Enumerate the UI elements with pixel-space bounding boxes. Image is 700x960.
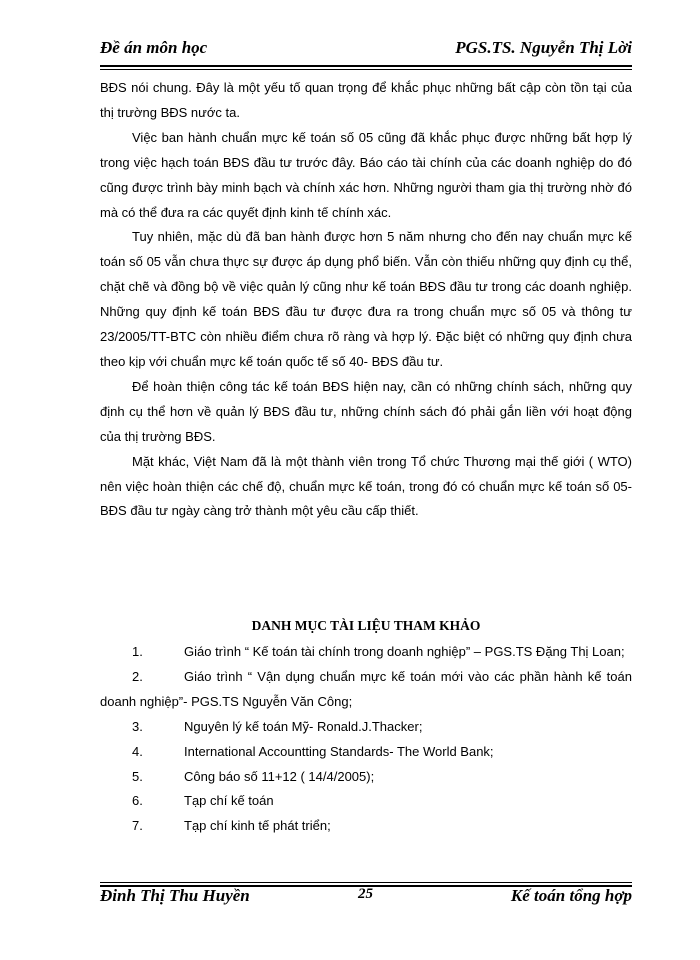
reference-item	[100, 740, 632, 765]
reference-number: 4.	[132, 743, 143, 759]
reference-text: Tạp chí kế toán	[184, 793, 274, 809]
reference-text: Tạp chí kinh tế phát triển;	[184, 818, 331, 834]
reference-number: 2.	[132, 668, 143, 684]
reference-item	[100, 765, 632, 790]
paragraph: Mặt khác, Việt Nam đã là một thành viên trong Tổ chức Thương mại thế giới ( WTO) nên việc hoàn thiện các chế độ, chuẩn mực kế toán, trong đó có chuẩn mực kế toán số 05- BĐS đầu tư ngày càng trở thành một yêu cầu cấp thiết.	[100, 453, 632, 519]
paragraph: Việc ban hành chuẩn mực kế toán số 05 cũng đã khắc phục được những bất hợp lý trong việc hạch toán BĐS đầu tư trước đây. Báo cáo tài chính của các doanh nghiệp do đó cũng được trình bày minh bạch và chính xác hơn. Những người tham gia thị trường nhờ đó mà có thể đưa ra các quyết định kinh tế chính xác.	[100, 129, 632, 220]
header-rule-thick	[100, 65, 632, 67]
reference-text: International Accountting Standards- The World Bank;	[184, 743, 494, 759]
paragraph: Tuy nhiên, mặc dù đã ban hành được hơn 5 năm nhưng cho đến nay chuẩn mực kế toán số 05 vẫn chưa thực sự được áp dụng phổ biến. Vẫn còn thiếu những quy định cụ thể, chặt chẽ và đồng bộ về việc quản lý cũng như kế toán BĐS đầu tư trong các doanh nghiệp. Những quy định kế toán BĐS đầu tư được đưa ra trong chuẩn mực số 05 và thông tư 23/2005/TT-BTC còn nhiều điểm chưa rõ ràng và hợp lý. Đặc biệt có những quy định chưa theo kịp với chuẩn mực kế toán quốc tế số 40- BĐS đầu tư.	[100, 229, 632, 369]
header-instructor: PGS.TS. Nguyễn Thị Lời	[455, 38, 632, 57]
header-course-title: Đề án môn học	[100, 38, 208, 57]
paragraph: BĐS nói chung. Đây là một yếu tố quan trọng để khắc phục những bất cập còn tồn tại của thị trường BĐS nước ta.	[100, 80, 632, 120]
page-number: 25	[358, 886, 373, 902]
reference-number: 3.	[132, 718, 143, 734]
reference-list	[100, 640, 632, 839]
references-title: DANH MỤC TÀI LIỆU THAM KHẢO	[251, 618, 481, 633]
body-text	[100, 76, 632, 524]
reference-text: Giáo trình “ Vận dụng chuẩn mực kế toán mới vào các phần hành kế toán doanh nghiệp”- PGS.TS Nguyễn Văn Công;	[100, 668, 632, 709]
reference-item	[100, 665, 632, 715]
paragraph: Để hoàn thiện công tác kế toán BĐS hiện nay, cần có những chính sách, những quy định cụ thể hơn về quản lý BĐS đầu tư, những chính sách đó phải gắn liền với hoạt động của thị trường BĐS.	[100, 378, 632, 444]
reference-item	[100, 715, 632, 740]
page-footer	[100, 886, 632, 910]
reference-text: Giáo trình “ Kế toán tài chính trong doanh nghiệp” – PGS.TS Đặng Thị Loan;	[184, 644, 625, 659]
footer-subject: Kế toán tổng hợp	[510, 886, 632, 905]
page-header	[100, 38, 632, 66]
reference-item	[100, 814, 632, 839]
reference-text: Công báo số 11+12 ( 14/4/2005);	[184, 768, 375, 784]
reference-number: 7.	[132, 818, 143, 834]
reference-number: 1.	[132, 644, 143, 659]
footer-rule-thin	[100, 882, 632, 883]
reference-item	[100, 789, 632, 814]
header-rule-thin	[100, 69, 632, 70]
reference-number: 5.	[132, 768, 143, 784]
footer-author: Đinh Thị Thu Huyền	[100, 886, 250, 905]
reference-text: Nguyên lý kế toán Mỹ- Ronald.J.Thacker;	[184, 718, 423, 734]
reference-number: 6.	[132, 793, 143, 809]
reference-item	[100, 640, 632, 665]
